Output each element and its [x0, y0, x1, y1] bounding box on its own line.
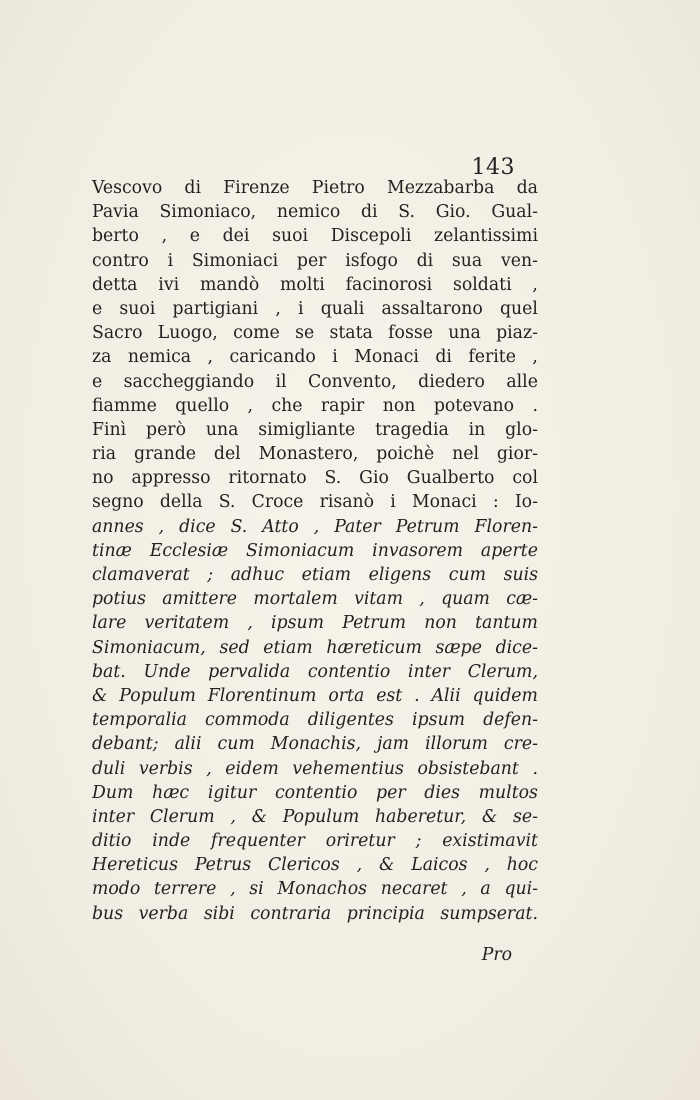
word: oriretur [325, 831, 395, 852]
word: pervalida [208, 661, 291, 682]
word: Pavia [92, 202, 139, 223]
word: il [275, 371, 287, 392]
word: Petrum [342, 613, 407, 634]
word: . [532, 758, 538, 779]
word: mandò [199, 274, 260, 295]
word: cæ- [506, 589, 538, 610]
word: i [298, 298, 304, 319]
word: che [271, 395, 303, 416]
word: Clericos [267, 855, 340, 876]
word: Clerum, [467, 661, 538, 682]
word: a [480, 879, 491, 900]
word: in [468, 419, 486, 440]
text-line [92, 176, 538, 200]
word: potevano [433, 395, 515, 416]
word: di [435, 347, 452, 368]
word: come [233, 323, 280, 344]
word: detta [92, 274, 138, 295]
text-line [92, 587, 538, 611]
word: , [158, 516, 165, 537]
text-line [92, 490, 538, 514]
word: orta [328, 685, 365, 706]
word: contro [92, 250, 149, 271]
word: Monaci [354, 347, 419, 368]
word: diedero [418, 371, 485, 392]
text-line [92, 781, 538, 805]
word: partigiani [172, 298, 259, 319]
word: hæreticum [326, 637, 422, 658]
word: bus [92, 903, 124, 924]
word: suis [503, 565, 538, 585]
word: bat. [92, 661, 126, 682]
word: quello [175, 395, 230, 416]
word: ferite [468, 347, 516, 368]
text-line [92, 200, 538, 224]
word: qui- [504, 879, 538, 900]
word: i [167, 250, 174, 271]
word: modo [92, 879, 141, 900]
word: Ecclesiæ [149, 540, 229, 561]
word: della [159, 492, 203, 513]
word: inter [407, 661, 451, 682]
word: del [213, 444, 241, 465]
word: . [532, 395, 538, 416]
word: Finì [92, 419, 127, 440]
word: Gualberto [406, 468, 495, 489]
word: isfogo [345, 250, 398, 271]
word: , [207, 347, 214, 368]
word: glo- [505, 419, 538, 440]
page-number: 143 [471, 155, 515, 180]
word: Petrus [194, 855, 252, 876]
word: temporalia [92, 710, 187, 731]
word: molti [280, 274, 325, 295]
word: Monaci [411, 492, 477, 513]
word: & [251, 806, 267, 827]
word: & [378, 855, 395, 876]
word: se [295, 323, 315, 344]
word: Vescovo [92, 178, 163, 198]
text-line [92, 515, 538, 539]
word: S. [218, 492, 236, 513]
word: Convento, [308, 371, 397, 392]
word: ria [92, 444, 117, 465]
word: simigliante [258, 419, 356, 440]
text-line [92, 321, 538, 345]
word: di [416, 250, 434, 271]
word: ; [415, 831, 422, 852]
word: , [419, 589, 425, 610]
word: quam [441, 589, 490, 610]
word: Simoniaco, [159, 202, 257, 223]
text-line [92, 829, 538, 853]
text-line [92, 563, 538, 587]
word: ritornato [228, 468, 307, 489]
word: amittere [162, 589, 238, 610]
text-line [92, 466, 538, 490]
word: S. [324, 468, 342, 489]
text-line [92, 732, 538, 756]
word: facinorosi [345, 274, 433, 295]
word: ipsum [271, 613, 325, 634]
word: Gual- [491, 202, 538, 223]
word: sua [451, 250, 483, 271]
text-line [92, 345, 538, 369]
word: , [275, 298, 281, 319]
word: igitur [207, 782, 257, 803]
word: sumpserat. [440, 903, 538, 924]
word: commoda [205, 710, 290, 731]
word: tragedia [375, 419, 449, 440]
word: nemico [276, 202, 341, 223]
body-text [92, 176, 538, 926]
word: di [360, 202, 378, 223]
word: lare [92, 613, 127, 634]
word: , [230, 879, 236, 900]
text-line [92, 418, 538, 442]
word: contentio [274, 782, 358, 803]
word: necaret [380, 879, 448, 900]
word: principia [346, 903, 425, 924]
word: Populum [119, 685, 196, 706]
word: Simoniaci [191, 250, 279, 271]
word: Mezzabarba [387, 178, 495, 198]
word: suoi [272, 226, 309, 247]
word: Unde [143, 661, 191, 682]
word: , [532, 347, 538, 368]
word: , [532, 274, 538, 295]
word: ipsum [411, 710, 465, 731]
word: Gio. [435, 202, 471, 223]
word: tantum [475, 613, 538, 634]
word: Monachos [277, 879, 368, 900]
word: Simoniacum [245, 540, 355, 561]
word: saccheggiando [123, 371, 255, 392]
word: e [92, 298, 103, 319]
word: , [484, 855, 490, 876]
word: eligens [368, 565, 432, 585]
word: appresso [131, 468, 211, 489]
word: di [184, 178, 202, 198]
word: est [376, 685, 403, 706]
word: col [512, 468, 538, 489]
word: aperte [480, 540, 538, 561]
word: illorum [425, 734, 488, 755]
word: alle [506, 371, 538, 392]
word: fiamme [92, 395, 157, 416]
word: quidem [472, 685, 538, 706]
word: però [146, 419, 186, 440]
text-line [92, 611, 538, 635]
word: haberetur, [375, 806, 467, 827]
word: ; [207, 565, 214, 585]
word: rapir [320, 395, 365, 416]
word: etiam [301, 565, 352, 585]
word: Sacro [92, 323, 143, 344]
word: e [92, 371, 103, 392]
word: Luogo, [157, 323, 218, 344]
text-line [92, 370, 538, 394]
word: vehementius [292, 758, 404, 779]
word: Laicos [411, 855, 468, 876]
word: gior- [496, 444, 538, 465]
word: non [382, 395, 416, 416]
word: nemica [127, 347, 192, 368]
word: quel [499, 298, 538, 319]
word: inde [152, 831, 191, 852]
word: Dum [92, 782, 134, 803]
word: Io- [514, 492, 538, 513]
word: & [92, 685, 108, 706]
word: , [247, 613, 253, 634]
word: potius [92, 589, 146, 610]
text-line [92, 249, 538, 273]
word: hoc [506, 855, 538, 876]
word: soldati [452, 274, 512, 295]
word: invasorem [372, 540, 464, 561]
word: diligentes [307, 710, 394, 731]
word: non [424, 613, 457, 634]
word: per [296, 250, 327, 271]
word: veritatem [144, 613, 230, 634]
word: multos [478, 782, 538, 803]
word: Pietro [311, 178, 365, 198]
word: Pater [334, 516, 381, 537]
word: mortalem [253, 589, 338, 610]
word: sed [219, 637, 250, 658]
word: Petrum [395, 516, 460, 537]
word: assaltarono [381, 298, 483, 319]
word: jam [377, 734, 410, 755]
word: za [92, 347, 112, 368]
text-line [92, 660, 538, 684]
word: dice [179, 516, 216, 537]
word: dice- [495, 637, 538, 658]
word: grande [133, 444, 197, 465]
word: , [230, 806, 236, 827]
text-line [92, 902, 538, 926]
word: defen- [483, 710, 538, 731]
word: , [206, 758, 212, 779]
word: contentio [307, 661, 391, 682]
word: cum [217, 734, 255, 755]
word: Monastero, [258, 444, 359, 465]
text-line [92, 297, 538, 321]
word: quali [320, 298, 365, 319]
word: , [356, 855, 363, 876]
word: no [92, 468, 114, 489]
word: frequenter [211, 831, 305, 852]
word: piaz- [496, 323, 538, 344]
word: debant; [92, 734, 159, 755]
word: : [492, 492, 499, 513]
word: suoi [119, 298, 156, 319]
word: fosse [388, 323, 433, 344]
text-line [92, 708, 538, 732]
word: tinæ [92, 540, 132, 561]
word: sæpe [435, 637, 482, 658]
word: ditio [92, 831, 132, 852]
word: vitam [354, 589, 403, 610]
word: annes [92, 516, 144, 537]
word: i [390, 492, 396, 513]
text-line [92, 877, 538, 901]
text-line [92, 442, 538, 466]
word: ven- [500, 250, 538, 271]
word: , [247, 395, 254, 416]
text-line [92, 636, 538, 660]
word: Alii [431, 685, 461, 706]
word: Simoniacum, [92, 637, 206, 658]
word: verba [138, 903, 189, 924]
word: poichè [376, 444, 435, 465]
text-line [92, 224, 538, 248]
word: ivi [158, 274, 180, 295]
word: hæc [152, 782, 190, 803]
word: nel [452, 444, 479, 465]
word: se- [513, 806, 538, 827]
word: adhuc [230, 565, 285, 585]
word: etiam [263, 637, 313, 658]
text-line [92, 539, 538, 563]
word: dies [424, 782, 460, 803]
word: Croce [251, 492, 304, 513]
catchword: Pro [481, 945, 512, 965]
word: Hereticus [92, 855, 178, 876]
word: , [461, 879, 467, 900]
word: Discepoli [330, 226, 412, 247]
word: terrere [153, 879, 217, 900]
word: inter [92, 806, 135, 827]
word: Populum [282, 806, 360, 827]
word: clamaverat [92, 565, 190, 585]
text-line [92, 853, 538, 877]
word: eidem [225, 758, 279, 779]
word: cum [448, 565, 486, 585]
word: verbis [138, 758, 193, 779]
word: & [481, 806, 498, 827]
word: Atto [262, 516, 299, 537]
word: obsistebant [417, 758, 519, 779]
word: , [313, 516, 320, 537]
word: berto [92, 226, 139, 247]
text-line [92, 394, 538, 418]
word: Gio [359, 468, 389, 489]
word: dei [222, 226, 250, 247]
word: caricando [229, 347, 316, 368]
word: da [516, 178, 538, 198]
word: duli [92, 758, 126, 779]
word: una [205, 419, 239, 440]
word: per [376, 782, 406, 803]
text-line [92, 805, 538, 829]
word: e [189, 226, 200, 247]
word: stata [329, 323, 373, 344]
word: segno [92, 492, 144, 513]
word: cre- [503, 734, 538, 755]
word: Florentinum [207, 685, 317, 706]
word: si [249, 879, 264, 900]
word: S. [230, 516, 248, 537]
word: Floren- [474, 516, 538, 537]
word: existimavit [442, 831, 538, 852]
word: alii [174, 734, 202, 755]
word: . [414, 685, 420, 706]
word: sibi [203, 903, 235, 924]
word: , [161, 226, 168, 247]
word: S. [398, 202, 415, 223]
word: i [332, 347, 338, 368]
word: zelantissimi [434, 226, 538, 247]
word: risanò [319, 492, 375, 513]
text-line [92, 757, 538, 781]
word: contraria [250, 903, 332, 924]
text-line [92, 684, 538, 708]
text-line [92, 273, 538, 297]
word: Monachis, [270, 734, 361, 755]
word: Firenze [223, 178, 290, 198]
word: una [448, 323, 481, 344]
word: Clerum [149, 806, 215, 827]
